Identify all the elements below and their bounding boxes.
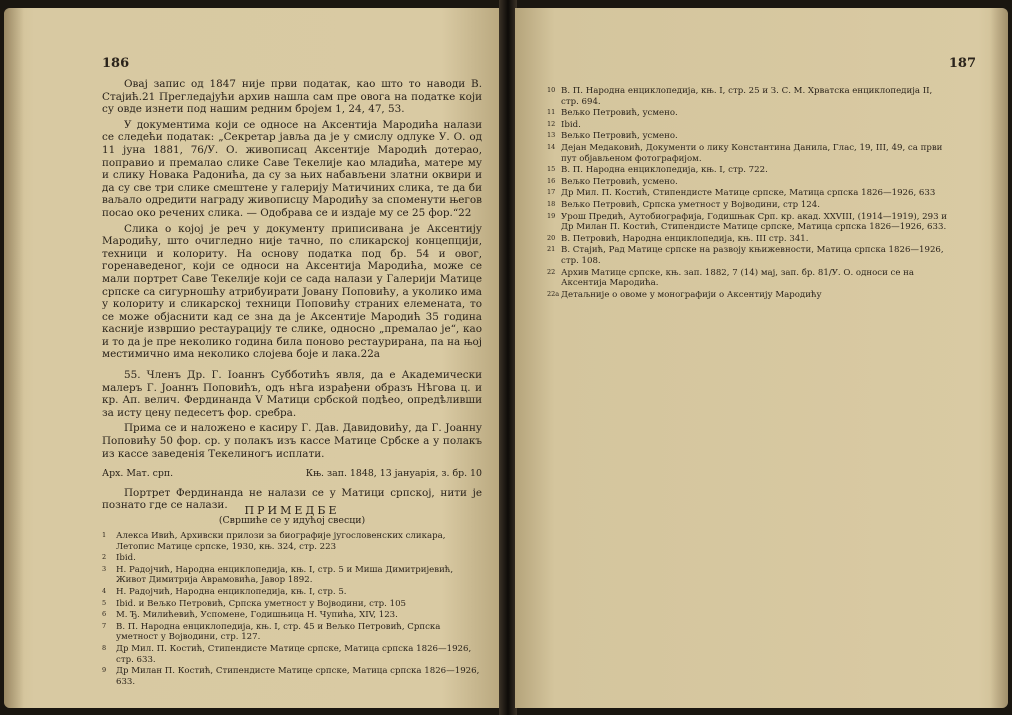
archive-reference — [102, 468, 482, 481]
footnote: 17 Др Мил. П. Костић, Стипендисте Матице српске, Матица српска 1826—1926, 633 — [547, 188, 936, 199]
footnote: 20 В. Петровић, Народна енциклопедија, књ. III стр. 341. — [547, 233, 809, 244]
page-number-right: 187 — [948, 56, 976, 71]
left-page-edge — [4, 8, 24, 708]
footnote: 10 В. П. Народна енциклопедија, књ. I, стр. 25 и З. С. М. Хрватска енциклопедија II, стр. 694. — [547, 86, 933, 107]
footnote: 9 Др Милан П. Костић, Стипендисте Матице српске, Матица српска 1826—1926, 633. — [102, 666, 480, 687]
footnotes-left — [102, 531, 484, 688]
footnote: 12 Ibid. — [547, 119, 581, 130]
footnote: 16 Вељко Петровић, усмено. — [547, 176, 678, 187]
paragraph: 55. Членъ Др. Г. Іоаннъ Субботићъ явля, да е Академически малеръ Г. Јоаннъ Поповићъ, одъ нѣга израђени образъ Нѣгова ц. и кр. Ап. велич. Фердинанда V Матици србской подѣео, опредѣливши за исту цену педесетъ фор. сребра. — [102, 369, 482, 419]
footnote: 8 Др Мил. П. Костић, Стипендисте Матице српске, Матица српска 1826—1926, стр. 633. — [102, 643, 472, 665]
paragraph: У документима који се односе на Аксентија Мародића налази се следећи податак: „Секретар јавља да је у смислу одлуке У. О. од 11 јуна 1881, 76/У. О. живописац Аксентије Мародић дотерао, поправио и премалао слике Саве Текелије као младића, матере му и слику Новака Радонића, да су за њих набављени златни оквири и да су све три слике смештене у галерију Матичиних слика, те да би ваљало одредити награду живописцу Мародићу за споменути његов посао око речених слика. — Одобрава се и издаје му се 25 фор.“22 — [102, 118, 482, 219]
footnote: 6 М. Ђ. Милићевић, Успомене, Годишњица Н. Чупића, XIV, 123. — [102, 610, 398, 621]
footnote: 14 Дејан Медаковић, Документи о лику Константина Данила, Глас, 19, III, 49, са први пут објављеном фотографијом. — [547, 142, 943, 164]
footnote: 1 Алекса Ивић, Архивски прилози за биографије југословенских сликара, Летопис Матице српске, 1930, књ. 324, стр. 223 — [102, 531, 446, 552]
footnote: 21 В. Стајић, Рад Матице српске на развоју књижевности, Матица српска 1826—1926, стр. 108. — [547, 245, 944, 266]
paragraph: Прима се и наложено е касиру Г. Дав. Давидовићу, да Г. Јоанну Поповићу 50 фор. ср. у полакъ изъ кассе Матице Србске а у полакъ из кассе заведенія Текелиногъ исплати. — [102, 422, 482, 460]
notes-heading: ПРИМЕДБЕ — [244, 504, 340, 517]
right-page-edge — [990, 8, 1008, 708]
footnote: 4 Н. Радојчић, Народна енциклопедија, књ. I, стр. 5. — [102, 586, 347, 597]
footnote: 22 Архив Матице српске, књ. зап. 1882, 7 (14) мај, зап. бр. 81/У. О. односи се на Аксентија Мародића. — [547, 267, 915, 289]
archive-source: Арх. Мат. срп. — [102, 468, 174, 480]
footnote: 2 Ibid. — [102, 553, 136, 564]
continuation-note: (Свршиће се у идућој свесци) — [218, 515, 366, 526]
page-number-left: 186 — [102, 56, 130, 71]
footnote: 18 Вељко Петровић, Српска уметност у Војводини, стр 124. — [547, 199, 820, 210]
paragraph: Портрет Фердинанда не налази се у Матици српској, нити је познато где се налази. — [102, 486, 482, 512]
left-page-body — [102, 78, 482, 528]
footnote: 19 Урош Предић, Аутобиографија, Годишњак Срп. кр. акад. XXVIII, (1914—1919), 293 и Др Милан П. Костић, Стипендисте Матице српске, Матица српска 1826—1926, 633. — [547, 211, 948, 233]
footnote: 22a Детаљније о овоме у монографији о Аксентију Мародићу — [547, 289, 822, 300]
paragraph: Слика о којој је реч у документу приписивана је Аксентију Мародићу, што очигледно није тачно, по сликарској концепцији, техници и колориту. На основу податка под бр. 54 и овог, горенаведеног, који се односи на Аксентија Мародића, може се мали портрет Саве Текелије који се сада налази у Галерији Матице српске са сигурношћу атрибуирати Јовану Поповићу, а уколико има у колориту и сликарској техници Поповићу страних елемената, то се може објаснити кад се зна да је Аксентије Мародић 35 година касније извршио рестаурацију те слике, односно „премалао је“, као и то да је пре неколико година била поново рестаурирана, па на њој местимично има неколико слојева боје и лака.22a — [102, 222, 482, 361]
footnote: 7 В. П. Народна енциклопедија, књ. I, стр. 45 и Вељко Петровић, Српска уметност у Војводини, стр. 127. — [102, 621, 441, 643]
left-page — [4, 8, 501, 708]
footnote: 3 Н. Радојчић, Народна енциклопедија, књ. I, стр. 5 и Миша Димитријевић, Живот Димитрија Аврамовића, Јавор 1892. — [102, 564, 454, 586]
paragraph: Овај запис од 1847 није први податак, као што то наводи В. Стајић.21 Прегледајући архив нашла сам пре овога на податке који су овде изнети под нашим редним бројем 1, 24, 47, 53. — [102, 78, 482, 116]
right-page — [515, 8, 1008, 708]
archive-entry: Књ. зап. 1848, 13 јануарія, з. бр. 10 — [305, 468, 482, 480]
footnote: 15 В. П. Народна енциклопедија, књ. I, стр. 722. — [547, 165, 768, 176]
footnote: 5 Ibid. и Вељко Петровић, Српска уметност у Војводини, стр. 105 — [102, 598, 407, 609]
footnote: 11 Вељко Петровић, усмено. — [547, 108, 678, 119]
footnote: 13 Вељко Петровић, усмено. — [547, 131, 678, 142]
footnotes-right — [547, 86, 949, 301]
